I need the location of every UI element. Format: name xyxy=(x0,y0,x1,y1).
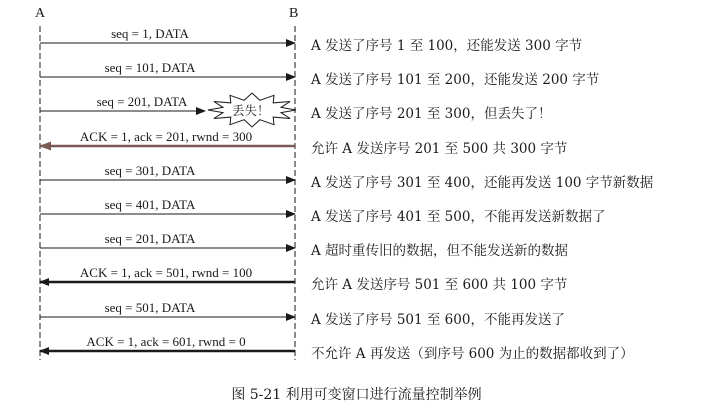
message-label: ACK = 1, ack = 501, rwnd = 100 xyxy=(79,265,253,280)
message-label: ACK = 1, ack = 201, rwnd = 300 xyxy=(79,129,253,144)
message-description: A 发送了序号 401 至 500，不能再发送新数据了 xyxy=(311,209,606,225)
message-label: seq = 1, DATA xyxy=(111,26,189,41)
message-description: A 发送了序号 501 至 600，不能再发送了 xyxy=(311,312,565,328)
message-description: 允许 A 发送序号 201 至 500 共 300 字节 xyxy=(311,141,568,157)
message-description: A 发送了序号 101 至 200，还能发送 200 字节 xyxy=(311,72,600,88)
host-a-label: A xyxy=(35,6,46,21)
figure-caption: 图 5-21 利用可变窗口进行流量控制举例 xyxy=(231,387,482,403)
message-label: ACK = 1, ack = 601, rwnd = 0 xyxy=(86,334,246,349)
message-description: 允许 A 发送序号 501 至 600 共 100 字节 xyxy=(311,277,568,293)
message-label: seq = 201, DATA xyxy=(96,94,188,109)
message-label: seq = 101, DATA xyxy=(104,60,196,75)
message-description: A 超时重传旧的数据，但不能发送新的数据 xyxy=(311,243,569,259)
message-description: A 发送了序号 1 至 100，还能发送 300 字节 xyxy=(311,38,583,54)
packet-lost-label: 丢失！ xyxy=(232,103,270,118)
message-description: 不允许 A 再发送（到序号 600 为止的数据都收到了） xyxy=(311,346,634,362)
message-label: seq = 501, DATA xyxy=(104,300,196,315)
message-description: A 发送了序号 301 至 400，还能再发送 100 字节新数据 xyxy=(311,175,654,191)
host-b-label: B xyxy=(289,6,299,21)
message-label: seq = 301, DATA xyxy=(104,163,196,178)
message-label: seq = 401, DATA xyxy=(104,197,196,212)
message-description: A 发送了序号 201 至 300，但丢失了！ xyxy=(311,106,552,122)
message-label: seq = 201, DATA xyxy=(104,231,196,246)
